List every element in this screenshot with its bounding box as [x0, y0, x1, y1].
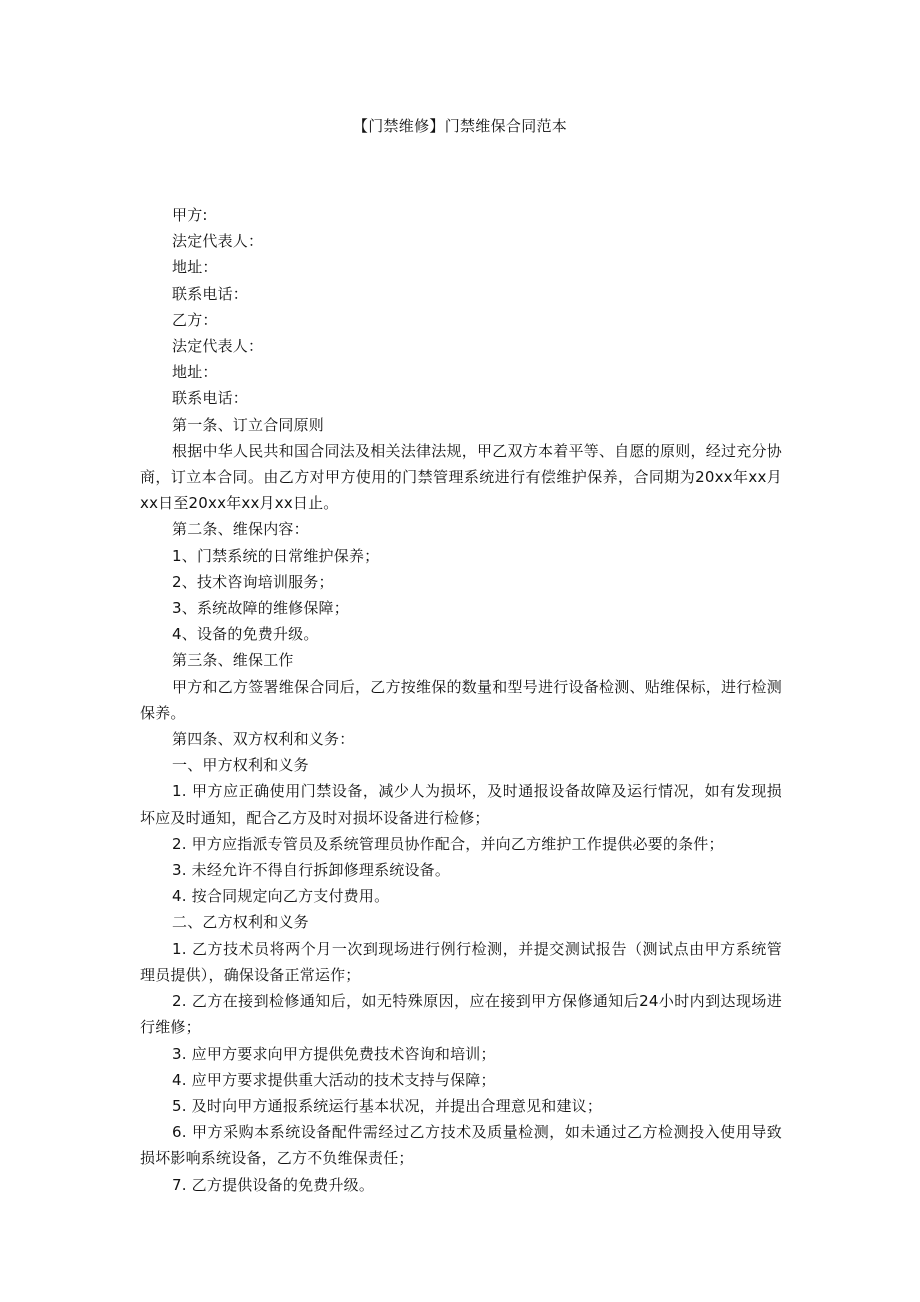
article-1-paragraph: 根据中华人民共和国合同法及相关法律法规，甲乙双方本着平等、自愿的原则，经过充分协商，订立本合同。由乙方对甲方使用的门禁管理系统进行有偿维护保养，合同期为20xx年xx月xx日至20xx年xx月xx日止。	[140, 441, 782, 513]
article-2-heading: 第二条、维保内容：	[172, 520, 309, 539]
party-b-rights-item-4: 4. 应甲方要求提供重大活动的技术支持与保障；	[172, 1070, 496, 1089]
document-title: 【门禁维修】门禁维保合同范本	[352, 117, 568, 135]
article-2-item-4: 4、设备的免费升级。	[172, 625, 319, 644]
party-a-rights-item-3: 3. 未经允许不得自行拆卸修理系统设备。	[172, 861, 451, 880]
party-a-phone-line: 联系电话：	[172, 284, 249, 303]
party-b-line: 乙方：	[172, 310, 218, 329]
party-a-rights-item-2: 2. 甲方应指派专管员及系统管理员协作配合，并向乙方维护工作提供必要的条件；	[172, 834, 724, 853]
party-b-representative-line: 法定代表人：	[172, 337, 264, 356]
article-2-item-3: 3、系统故障的维修保障；	[172, 599, 349, 618]
party-a-rights-item-1: 1. 甲方应正确使用门禁设备，减少人为损坏，及时通报设备故障及运行情况，如有发现损坏应及时通知，配合乙方及时对损坏设备进行检修；	[140, 782, 782, 827]
article-3-heading: 第三条、维保工作	[172, 651, 294, 670]
party-b-rights-item-3: 3. 应甲方要求向甲方提供免费技术咨询和培训；	[172, 1044, 496, 1063]
party-b-address-line: 地址：	[172, 363, 218, 382]
party-b-rights-item-6: 6. 甲方采购本系统设备配件需经过乙方技术及质量检测，如未通过乙方检测投入使用导致损坏影响系统设备，乙方不负维保责任；	[140, 1123, 782, 1168]
party-a-address-line: 地址：	[172, 258, 218, 277]
article-1-heading: 第一条、订立合同原则	[172, 415, 325, 434]
party-a-representative-line: 法定代表人：	[172, 232, 264, 251]
party-b-rights-item-5: 5. 及时向甲方通报系统运行基本状况，并提出合理意见和建议；	[172, 1096, 603, 1115]
party-b-rights-item-2: 2. 乙方在接到检修通知后，如无特殊原因，应在接到甲方保修通知后24小时内到达现场进行维修；	[140, 992, 782, 1037]
party-a-rights-item-4: 4. 按合同规定向乙方支付费用。	[172, 887, 390, 906]
article-4-heading: 第四条、双方权利和义务：	[172, 730, 355, 749]
party-b-rights-item-1: 1. 乙方技术员将两个月一次到现场进行例行检测，并提交测试报告（测试点由甲方系统管理员提供），确保设备正常运作；	[140, 939, 782, 984]
party-b-phone-line: 联系电话：	[172, 389, 249, 408]
article-2-item-2: 2、技术咨询培训服务；	[172, 572, 334, 591]
article-3-paragraph: 甲方和乙方签署维保合同后，乙方按维保的数量和型号进行设备检测、贴维保标，进行检测保养。	[140, 677, 782, 722]
party-b-rights-heading: 二、乙方权利和义务	[172, 913, 309, 932]
party-b-rights-item-7: 7. 乙方提供设备的免费升级。	[172, 1175, 375, 1194]
article-2-item-1: 1、门禁系统的日常维护保养；	[172, 546, 380, 565]
party-a-rights-heading: 一、甲方权利和义务	[172, 756, 309, 775]
document-body	[140, 202, 782, 1198]
party-a-line: 甲方:	[172, 206, 208, 224]
